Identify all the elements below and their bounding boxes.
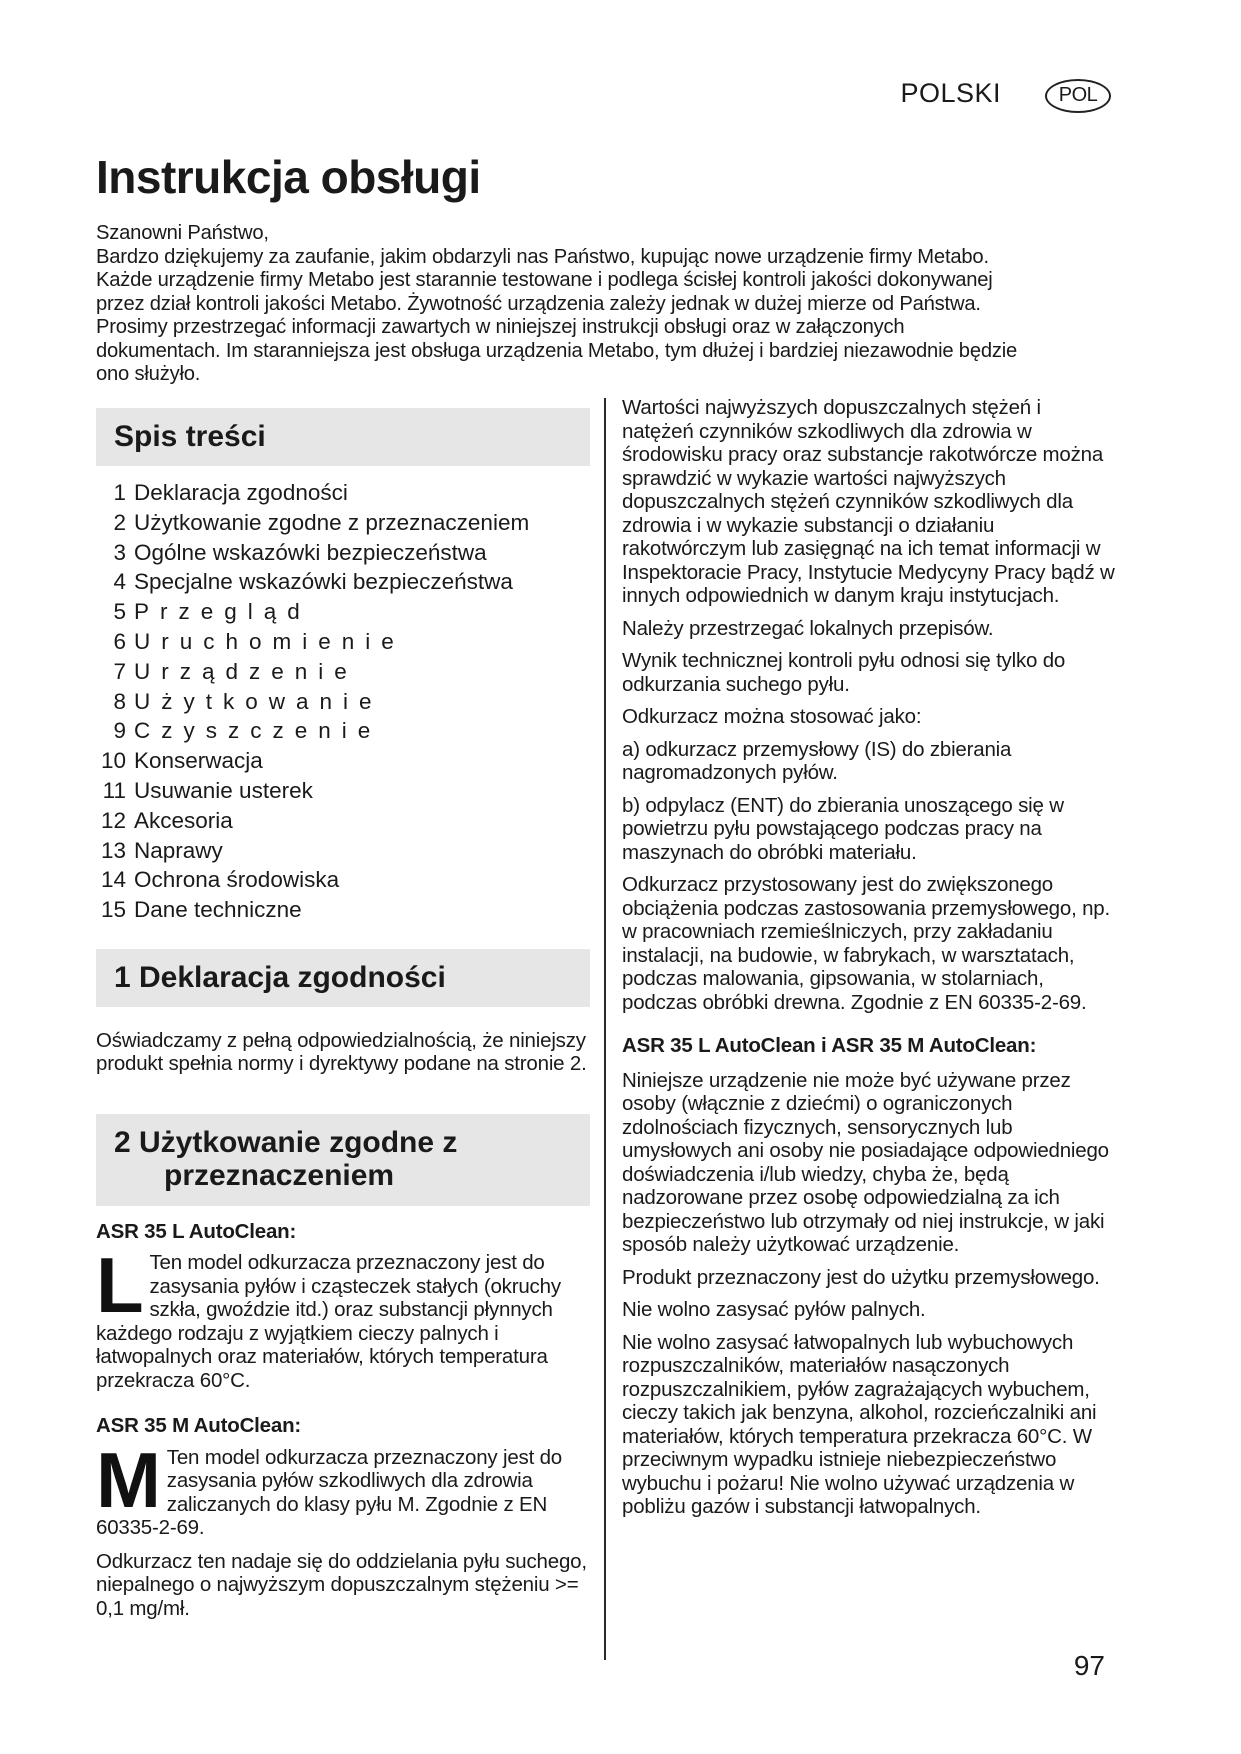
toc-item-number: 13: [100, 837, 126, 863]
toc-item-label: Konserwacja: [134, 748, 263, 774]
paragraph: Odkurzacz można stosować jako:: [622, 705, 922, 728]
paragraph: Produkt przeznaczony jest do użytku przemysłowego.: [622, 1265, 1100, 1289]
intro-line: przez dział kontroli jakości Metabo. Żywotność urządzenia zależy jednak w dużej mierze od Państwa.: [96, 292, 981, 315]
toc-item-label: Specjalne wskazówki bezpieczeństwa: [134, 569, 513, 595]
section1-text: Oświadczamy z pełną odpowiedzialnością, że niniejszy produkt spełnia normy i dyrektywy podane na stronie 2.: [96, 1028, 587, 1076]
toc-item-number: 9: [113, 718, 126, 744]
intro-line: Każde urządzenie firmy Metabo jest starannie testowane i podlega ścisłej kontroli jakości dokonywanej: [96, 269, 993, 291]
asr-l-heading: ASR 35 L AutoClean:: [96, 1219, 297, 1243]
page-number: 97: [1073, 1650, 1105, 1681]
toc-item-number: 15: [100, 897, 126, 923]
language-label: POLSKI: [900, 78, 1001, 108]
asr-l-paragraph: [96, 1241, 590, 1392]
toc-item-label: Uruchomienie: [134, 628, 405, 654]
toc-item-label: Deklaracja zgodności: [134, 480, 348, 505]
intro-line: dokumentach. Im staranniejsza jest obsługa urządzenia Metabo, tym dłużej i bardziej niezawodnie będzie: [96, 339, 1018, 362]
toc-item-number: 7: [113, 658, 126, 684]
toc-item-label: Usuwanie usterek: [134, 777, 313, 803]
toc-item[interactable]: [96, 597, 590, 627]
toc-list: [96, 478, 590, 925]
toc-item-label: Dane techniczne: [134, 897, 302, 923]
toc-item-label: Akcesoria: [134, 807, 233, 833]
section1-heading: 1 Deklaracja zgodności: [114, 961, 446, 995]
toc-item-number: 1: [113, 480, 126, 505]
toc-item-label: Ochrona środowiska: [134, 867, 340, 893]
model-m-letter: M: [96, 1435, 161, 1524]
asr-m-text2: Odkurzacz ten nadaje się do oddzielania pyłu suchego, niepalnego o najwyższym dopuszczalnym stężeniu >= 0,1 mg/mł.: [96, 1549, 587, 1620]
toc-item[interactable]: [96, 657, 590, 687]
toc-item-number: 14: [100, 867, 126, 893]
intro-line: Prosimy przestrzegać informacji zawartych w niniejszej instrukcji obsługi oraz w załączonych: [96, 316, 905, 338]
toc-item-number: 5: [113, 599, 126, 625]
paragraph: Niniejsze urządzenie nie może być używane przez osoby (włącznie z dziećmi) o ograniczonych zdolnościach fizycznych, sensorycznych lub umysłowych ani osoby nie posiadające odpowiedniego doświadczenia i/lub wiedzy, chyba że, będą nadzorowane przez osobę odpowiedzialną za ich bezpieczeństwo lub otrzymały od niej instrukcje, w jaki sposób należy użytkować urządzenie.: [622, 1068, 1109, 1256]
asr-l-text: Ten model odkurzacza przeznaczony jest do zasysania pyłów i cząsteczek stałych (okruchy szkła, gwoździe itd.) oraz substancji płynnych każdego rodzaju z wyjątkiem cieczy palnych i łatwopalnych oraz materiałów, których temperatura przekracza 60°C.: [96, 1251, 561, 1392]
toc-item[interactable]: [96, 806, 590, 836]
toc-item[interactable]: [96, 687, 590, 717]
paragraph: Odkurzacz przystosowany jest do zwiększonego obciążenia podczas zastosowania przemysłowego, np. w pracowniach rzemieślniczych, przy zakładaniu instalacji, na budowie, w fabrykach, w warsztatach, podczas malowania, gipsowania, w stolarniach, podczas obróbki drewna. Zgodnie z EN 60335-2-69.: [622, 873, 1110, 1014]
paragraph: Wynik technicznej kontroli pyłu odnosi się tylko do odkurzania suchego pyłu.: [622, 649, 1066, 696]
paragraph: a) odkurzacz przemysłowy (IS) do zbierania nagromadzonych pyłów.: [622, 737, 1012, 784]
paragraph: Wartości najwyższych dopuszczalnych stężeń i natężeń czynników szkodliwych dla zdrowia w środowisku pracy oraz substancje rakotwórcze można sprawdzić w wykazie wartości najwyższych dopuszczalnych stężeń czynników szkodliwych dla zdrowia i w wykazie substancji o działaniu rakotwórczym lub zasięgnąć na ich temat informacji w Inspektoracie Pracy, Instytucie Medycyny Pracy bądź w innych odpowiednich w danym kraju instytucjach.: [622, 396, 1115, 607]
section1-heading-box: [96, 949, 590, 1007]
intro-salutation: Szanowni Państwo,: [96, 222, 269, 244]
section2-heading-line1: 2 Użytkowanie zgodne z: [114, 1125, 458, 1159]
model-l-letter: L: [96, 1241, 144, 1330]
toc-item-label: Urządzenie: [134, 658, 358, 684]
toc-item-number: 10: [100, 748, 126, 774]
page-title: Instrukcja obsługi: [96, 151, 481, 203]
toc-item[interactable]: [96, 895, 590, 925]
toc-item[interactable]: [96, 478, 590, 508]
asr-m-paragraph: [96, 1435, 590, 1540]
toc-heading-box: [96, 408, 590, 466]
toc-item-number: 12: [100, 807, 126, 833]
intro-text: [96, 222, 1116, 387]
toc-item[interactable]: [96, 746, 590, 776]
toc-item-number: 4: [113, 569, 126, 595]
toc-item-label: Naprawy: [134, 837, 223, 863]
toc-item-label: Przegląd: [134, 599, 311, 625]
toc-item[interactable]: [96, 776, 590, 806]
toc-item[interactable]: [96, 627, 590, 657]
toc-item-number: 8: [113, 688, 126, 714]
toc-heading: Spis treści: [114, 420, 266, 454]
paragraph: b) odpylacz (ENT) do zbierania unoszącego się w powietrzu pyłu powstającego podczas pracy na maszynach do obróbki materiału.: [622, 793, 1064, 864]
intro-line: ono służyło.: [96, 363, 201, 385]
column-divider: [604, 398, 606, 1660]
paragraph: Nie wolno zasysać pyłów palnych.: [622, 1298, 926, 1321]
toc-item[interactable]: [96, 836, 590, 866]
asr-m-text: Ten model odkurzacza przeznaczony jest do zasysania pyłów szkodliwych dla zdrowia zaliczanych do klasy pyłu M. Zgodnie z EN 60335-2-69.: [96, 1445, 562, 1540]
toc-item-label: Użytkowanie: [134, 688, 383, 714]
intro-line: Bardzo dziękujemy za zaufanie, jakim obdarzyli nas Państwo, kupując nowe urządzenie firmy Metabo.: [96, 245, 989, 268]
toc-item-number: 2: [113, 509, 126, 535]
section2-heading-box: [96, 1114, 590, 1206]
toc-item[interactable]: [96, 508, 590, 538]
asr-both-heading: ASR 35 L AutoClean i ASR 35 M AutoClean:: [622, 1034, 1037, 1057]
toc-item[interactable]: [96, 865, 590, 895]
toc-item[interactable]: [96, 716, 590, 746]
toc-item-number: 11: [102, 777, 126, 803]
asr-m-heading: ASR 35 M AutoClean:: [96, 1414, 302, 1438]
section2-heading-line2: przeznaczeniem: [164, 1158, 395, 1192]
paragraph: Należy przestrzegać lokalnych przepisów.: [622, 616, 994, 640]
toc-item-label: Użytkowanie zgodne z przeznaczeniem: [134, 509, 530, 535]
right-column: [622, 396, 1117, 1528]
left-column: [96, 408, 590, 1620]
toc-item-label: Ogólne wskazówki bezpieczeństwa: [134, 539, 487, 565]
toc-item[interactable]: [96, 538, 590, 568]
toc-item-number: 3: [113, 539, 126, 565]
language-badge: POL: [1045, 79, 1111, 113]
toc-item-number: 6: [113, 628, 126, 654]
toc-item[interactable]: [96, 567, 590, 597]
toc-item-label: Czyszczenie: [134, 718, 382, 744]
paragraph: Nie wolno zasysać łatwopalnych lub wybuchowych rozpuszczalników, materiałów nasączonych rozpuszczalnikiem, pyłów zagrażających wybuchem, cieczy takich jak benzyna, alkohol, rozcieńczalniki ani materiałów, których temperatura przekracza 60°C. W przeciwnym wypadku istnieje niebezpieczeństwo wybuchu i pożaru! Nie wolno używać urządzenia w pobliżu gazów i substancji łatwopalnych.: [622, 1330, 1097, 1518]
